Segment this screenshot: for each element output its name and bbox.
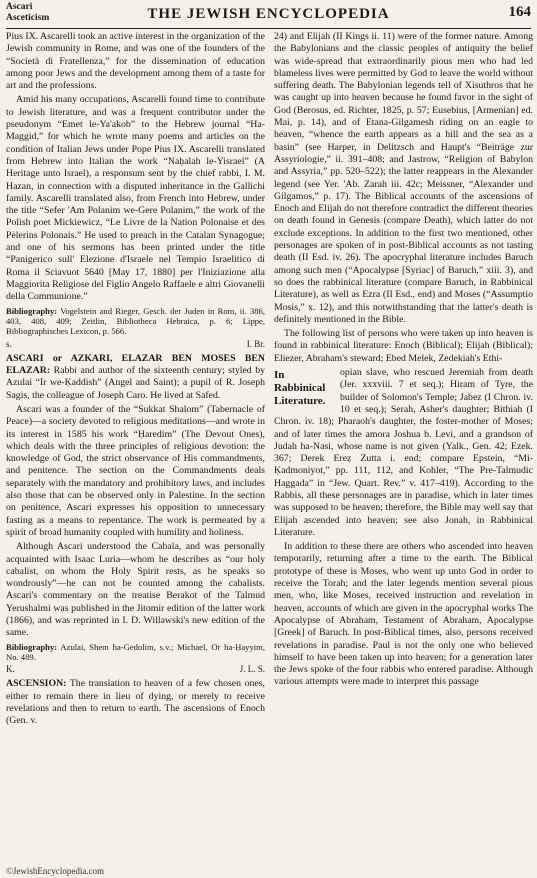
entry-text: Rabbi and author of the sixteenth century; styled by Azulai “Ir we-Ḳaddish” (Angel and Saint); a pupil of R. Joseph Sagis, the colleague of Joseph Caro. He lived at Safed. [6, 365, 265, 401]
entry-heading: ASCENSION: [6, 678, 67, 690]
paragraph: The following list of persons who were taken up into heaven is found in rabbinical literature: Enoch (Biblical); Elijah (Biblical); Eliezer, Abraham's steward; Ebed Melek, Zedekiah's Ethi- [274, 328, 533, 364]
signature-right: I. Br. [246, 338, 265, 349]
page-number: 164 [508, 4, 531, 20]
signature-right: J. L. S. [239, 664, 265, 675]
bibliography [6, 306, 265, 337]
guideword-first: Ascari [6, 2, 33, 12]
paragraph: Although Ascari understood the Cabala, and was personally acquainted with Isaac Luria—whom he describes as “our holy cabalist, on whom the Holy Spirit rests, as he speaks so wondrously”—he can not be counted among the cabalists. Ascari's commentary on the treatise Berakot of the Talmud Yerushalmi was published in the Jitomir edition of the latter work (1866), and was reprinted in I. D. Willawski's new edition of the same. [6, 541, 265, 639]
side-heading: In Rabbinical Literature. [274, 369, 326, 408]
entry-paragraph [6, 678, 265, 727]
paragraph: 24) and Elijah (II Kings ii. 11) were of the former nature. Among the Babylonians and the classic peoples of antiquity the belief was wide-spread that extraordinarily pious men who had led blameless lives were permitted by God to leave the world without suffering death. The Babylonian legends tell of Xisuthros that he was caught up into heaven because he found favor in the sight of God (Berosus, ed. Richter, 1825, p. 57; Eusebius, [Armenian] ed. Mai, p. 14), and of Etana-Gilgamesh riding on an eagle to heaven, “whence the earth appears as a hill and the sea as a basin” (see Harper, in Delitzsch and Haupt's “Beiträge zur Assyriologie,” ii. 391–408; and Jastrow, “Religion of Babylon and Assyria,” pp. 520–522); the latter reappears in the Alexander legend (see Yer. 'Ab. Zarah iii. 42c; Meissner, “Alexander und Gilgamos,” p. 17). The Biblical accounts of the ascensions of Enoch and Elijah do not therefore contradict the different theories on death found in Genesis (compare Death), which latter do not exclude exceptions. In addition to the first two mentioned, other personages are spoken of in post-Biblical accounts as not tasting death (II Esd. iv. 26). The apocryphal literature includes Baruch among such men (“Apocalypse [Syriac] of Baruch,” xiii. 3), and so does the rabbinical literature (compare Baruch, in Rabbinical Literature), as well as Ezra (II Esd., end) and Moses (“Assumptio Mosis,” x. 12), and this notwithstanding that the latter's death is definitely mentioned in the Bible. [274, 31, 533, 325]
author-signature [6, 339, 265, 350]
bibliography [6, 642, 265, 663]
paragraph: Pius IX. Ascarelli took an active interest in the organization of the Jewish community in Rome, and was one of the founders of the “Società di Fratellenza,” for the dissemination of education among poor Jews and the development among them of a taste for art and the professions. [6, 31, 265, 92]
entry-paragraph [6, 353, 265, 402]
bibliography-text: Azulai, Shem ha-Gedolim, s.v.; Michael, Or ha-Ḥayyim, No. 489. [6, 641, 265, 662]
signature-left: K. [6, 664, 15, 675]
paragraph: Amid his many occupations, Ascarelli found time to contribute to Jewish literature, and was a frequent contributor under the pseudonym “Emet le-Ya'akob” to the Hebrew journal “Ha-Maggid,” for which he wrote many poems and articles on the condition of Italian Jews under Pope Pius IX. Ascarelli translated from Hebrew into Italian the work “Naḥalah le-Yisrael” (A Heritage unto Israel), a responsum sent by the chief rabbi, I. M. Hazan, in connection with a disputed inheritance in the Gallichi family. Ascarelli translated also, from French into Hebrew, under the title “Sefer 'Am Polanim we-Gere Polanim,” the work of the Polish poet Mickiewicz, “Le Livre de la Nation Polonaise et des Pèlerins Polonais.” He used to preach in the Catalan Synagogue; and one of his sermons has been printed under the title “Panigerico sull' Elezione d'Israele nel Tempio Israelitico di Roma il Sciavuot 5640 [May 17, 1880] per l'Iniziazione alla Maggiorita Religiose del Figlio Angelo Raffaele e altri Giovanelli della Communione.” [6, 94, 265, 303]
guideword-last: Asceticism [6, 12, 50, 23]
copyright-footer: ©JewishEncyclopedia.com [6, 866, 105, 876]
entry-heading: ASCARI or AZKARI, ELAZAR BEN MOSES BEN ELAZAR: [6, 352, 265, 377]
bibliography-label: Bibliography: [6, 641, 58, 652]
bibliography-text: Vogelstein and Rieger, Gesch. der Juden in Rom, ii. 386, 403, 408, 409; Zeitlin, Bibliotheca Hebraica, p. 6; Lippe, Bibliographisches Lexicon, p. 566. [6, 305, 265, 337]
signature-left: s. [6, 338, 12, 349]
left-column [6, 31, 265, 730]
author-signature [6, 664, 265, 675]
entry-text: The translation to heaven of a few chosen ones, either to remain there in lieu of dying, or merely to receive revelations and then to return to earth. The ascensions of Enoch (Gen. v. [6, 678, 265, 727]
right-column [274, 31, 533, 691]
paragraph-with-side-heading [274, 367, 533, 539]
paragraph-text: opian slave, who rescued Jeremiah from death (Jer. xxxviii. 7 et seq.); Hiram of Tyre, the builder of Solomon's Temple; Jabez (I Chron. iv. 10 et seq.); Serah, Asher's daughter; Bithiah (I Chron. iv. 18); Pharaoh's daughter, the foster-mother of Moses; and of later times the amora Joshua b. Levi, and a grandson of Judah ha-Nasi, whose name is not given (Yalk., Gen. 42; Ezek. 367; Derek Ereẓ Zutta i. end; compare Epstein, “Mi-Ḳadmoniyot,” pp. 111, 112, and Kohler, “The Pre-Talmudic Haggada” in “Jew. Quart. Rev.” v. 417–419). According to the Rabbis, all these personages are in paradise, which in later times was supposed to be heaven; therefore, the Bible may well say that Elijah ascended into heaven; see also Jonah, in Rabbinical Literature. [274, 367, 533, 538]
paragraph: In addition to these there are others who ascended into heaven temporarily, returning after a time to the earth. The Biblical prototype of these is Moses, who went up unto God in order to receive the Torah; and the later legends mention several pious men, who, like Moses, received instruction and revelation in heaven, accounts of which are given in the apocryphal works The Apocalypse of Abraham, Testament of Abraham, Apocalypse [Greek] of Baruch. In post-Biblical times, also, persons received revelations in paradise. Paul is not the only one who believed himself to have been taken up into heaven; for a generation later the Jews spoke of the four rabbis who entered paradise. Although various attempts were made to interpret this passage [274, 541, 533, 688]
bibliography-label: Bibliography: [6, 305, 58, 316]
publication-title: THE JEWISH ENCYCLOPEDIA [147, 6, 390, 22]
page-header [6, 2, 531, 29]
paragraph: Ascari was a founder of the “Sukkat Shalom” (Tabernacle of Peace)—a society devoted to religious meditations—and wrote in its interest in 1585 his work “Ḥaredim” (The Devout Ones), which deals with the three principles of religious devotion: the knowledge of God, the strict observance of His commandments, and penitence. The section on the Commandments deals separately with the mandatory and prohibitory laws, and includes also those that can be observed only in Palestine. In the section on penitence, Ascari expresses his opposition to unnecessary fasting as a means to repentance. The work is permeated by a spirit of broad humanity coupled with humility and holiness. [6, 403, 265, 538]
